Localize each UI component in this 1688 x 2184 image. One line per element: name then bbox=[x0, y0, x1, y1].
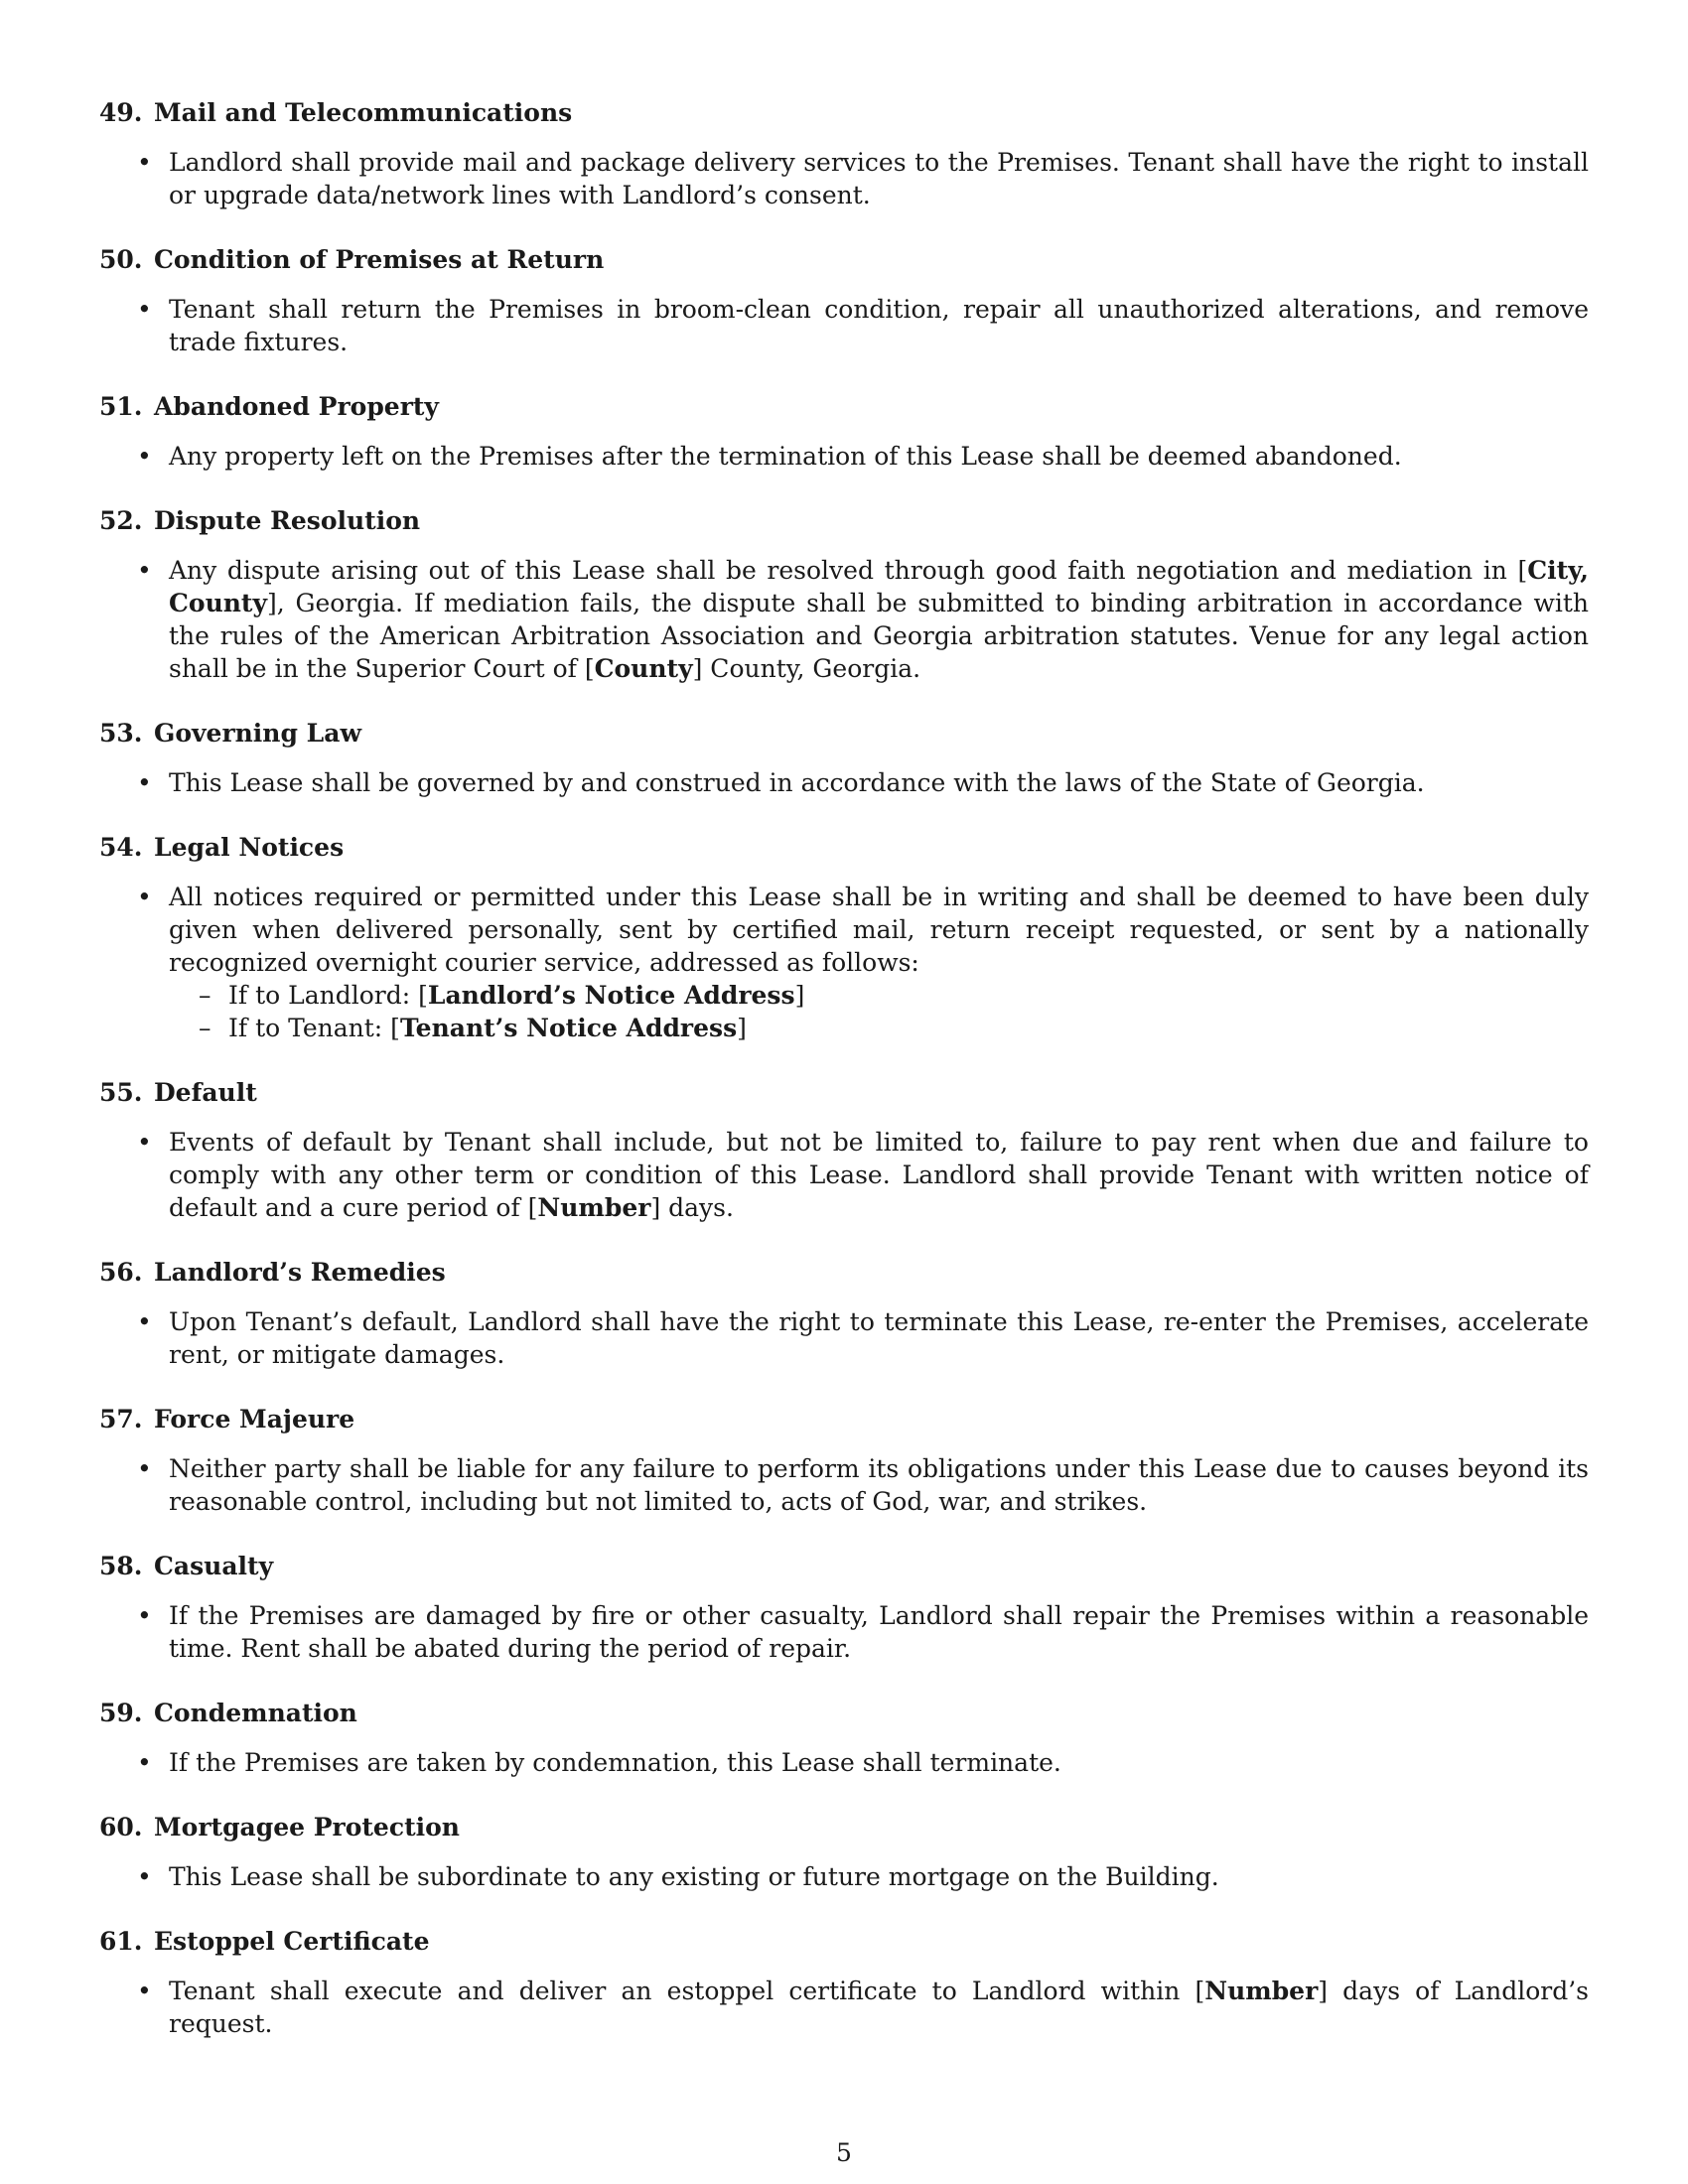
section-title: Landlord’s Remedies bbox=[154, 1258, 446, 1287]
page-number: 5 bbox=[836, 2138, 852, 2167]
bullet-text: This Lease shall be governed by and construed in accordance with the laws of the State of Georgia. bbox=[169, 768, 1425, 797]
section-body bbox=[99, 146, 1589, 211]
section-heading bbox=[99, 1698, 1589, 1729]
placeholder-county: County bbox=[594, 654, 693, 683]
section-number: 61. bbox=[99, 1927, 143, 1956]
bullet-text: ] days. bbox=[650, 1193, 734, 1222]
section-title: Condition of Premises at Return bbox=[154, 245, 605, 274]
section-number: 54. bbox=[99, 833, 143, 862]
bullet-item bbox=[99, 1975, 1589, 2040]
section-casualty bbox=[99, 1551, 1589, 1665]
section-body bbox=[99, 1305, 1589, 1371]
section-heading bbox=[99, 244, 1589, 276]
section-heading bbox=[99, 1257, 1589, 1289]
notice-label: If to Tenant: [ bbox=[228, 1014, 400, 1042]
section-title: Governing Law bbox=[154, 719, 361, 748]
section-title: Estoppel Certificate bbox=[154, 1927, 430, 1956]
section-number: 58. bbox=[99, 1552, 143, 1580]
section-title: Mortgagee Protection bbox=[154, 1813, 460, 1842]
section-body bbox=[99, 1975, 1589, 2040]
section-title: Casualty bbox=[154, 1552, 274, 1580]
close-bracket: ] bbox=[737, 1014, 747, 1042]
bullet-text: Landlord shall provide mail and package delivery services to the Premises. Tenant shall have the right to install or upgrade data/network lines with Landlord’s consent. bbox=[169, 148, 1589, 209]
section-governing-law bbox=[99, 718, 1589, 799]
bullet-item bbox=[99, 1305, 1589, 1371]
section-number: 59. bbox=[99, 1699, 143, 1727]
notice-tenant bbox=[169, 1012, 1589, 1044]
placeholder-tenant-address: Tenant’s Notice Address bbox=[399, 1014, 738, 1042]
section-title: Default bbox=[154, 1078, 257, 1107]
section-heading bbox=[99, 1812, 1589, 1843]
notice-label: If to Landlord: [ bbox=[228, 981, 428, 1010]
section-number: 56. bbox=[99, 1258, 143, 1287]
section-number: 60. bbox=[99, 1813, 143, 1842]
section-condition-premises bbox=[99, 244, 1589, 358]
section-number: 52. bbox=[99, 506, 143, 535]
section-title: Dispute Resolution bbox=[154, 506, 421, 535]
section-heading bbox=[99, 832, 1589, 864]
bullet-text: If the Premises are damaged by fire or other casualty, Landlord shall repair the Premises within a reasonable time. Rent shall be abated during the period of repair. bbox=[169, 1601, 1589, 1663]
placeholder-number: Number bbox=[537, 1193, 651, 1222]
section-number: 49. bbox=[99, 98, 143, 127]
bullet-text: Events of default by Tenant shall include, but not be limited to, failure to pay rent when due and failure to comply with any other term or condition of this Lease. Landlord shall provide Tenant with written notice of default and a cure period of [ bbox=[169, 1128, 1589, 1222]
bullet-text: ], Georgia. If mediation fails, the dispute shall be submitted to binding arbitration in accordance with the rules of the American Arbitration Association and Georgia arbitration statutes. Venue for any legal action shall be in the Superior Court of [ bbox=[169, 589, 1589, 683]
close-bracket: ] bbox=[794, 981, 805, 1010]
notice-address-list bbox=[169, 979, 1589, 1044]
bullet-item bbox=[99, 146, 1589, 211]
section-body bbox=[99, 881, 1589, 1044]
section-heading bbox=[99, 505, 1589, 537]
section-body bbox=[99, 440, 1589, 473]
section-title: Force Majeure bbox=[154, 1405, 355, 1433]
section-force-majeure bbox=[99, 1404, 1589, 1518]
bullet-item bbox=[99, 766, 1589, 799]
section-number: 55. bbox=[99, 1078, 143, 1107]
section-number: 51. bbox=[99, 392, 143, 421]
bullet-text: Any property left on the Premises after the termination of this Lease shall be deemed abandoned. bbox=[169, 442, 1402, 471]
section-number: 53. bbox=[99, 719, 143, 748]
bullet-item bbox=[99, 1599, 1589, 1665]
section-number: 50. bbox=[99, 245, 143, 274]
bullet-text: Upon Tenant’s default, Landlord shall have the right to terminate this Lease, re-enter the Premises, accelerate rent, or mitigate damages. bbox=[169, 1307, 1589, 1369]
section-estoppel-certificate bbox=[99, 1926, 1589, 2040]
bullet-text: This Lease shall be subordinate to any existing or future mortgage on the Building. bbox=[169, 1862, 1219, 1891]
section-dispute-resolution bbox=[99, 505, 1589, 685]
section-body bbox=[99, 766, 1589, 799]
section-heading bbox=[99, 97, 1589, 129]
bullet-text: Any dispute arising out of this Lease shall be resolved through good faith negotiation and mediation in [ bbox=[169, 556, 1528, 585]
section-heading bbox=[99, 1404, 1589, 1435]
bullet-item bbox=[99, 440, 1589, 473]
notice-landlord bbox=[169, 979, 1589, 1012]
section-legal-notices bbox=[99, 832, 1589, 1044]
bullet-item bbox=[99, 293, 1589, 358]
bullet-item bbox=[99, 1860, 1589, 1893]
section-mail-telecommunications bbox=[99, 97, 1589, 211]
bullet-text: ] days of Landlord’s request. bbox=[169, 1977, 1589, 2038]
bullet-text: If the Premises are taken by condemnation, this Lease shall terminate. bbox=[169, 1748, 1061, 1777]
section-title: Legal Notices bbox=[154, 833, 345, 862]
bullet-text: Tenant shall return the Premises in broom-clean condition, repair all unauthorized alterations, and remove trade fixtures. bbox=[169, 295, 1589, 356]
section-heading bbox=[99, 1077, 1589, 1109]
section-heading bbox=[99, 1551, 1589, 1582]
section-body bbox=[99, 1860, 1589, 1893]
bullet-text: Tenant shall execute and deliver an estoppel certificate to Landlord within [ bbox=[169, 1977, 1205, 2005]
section-mortgagee-protection bbox=[99, 1812, 1589, 1893]
section-body bbox=[99, 554, 1589, 685]
section-body bbox=[99, 293, 1589, 358]
placeholder-city-county: City, County bbox=[169, 556, 1589, 617]
placeholder-number: Number bbox=[1204, 1977, 1319, 2005]
section-number: 57. bbox=[99, 1405, 143, 1433]
section-heading bbox=[99, 718, 1589, 750]
section-title: Mail and Telecommunications bbox=[154, 98, 573, 127]
section-body bbox=[99, 1126, 1589, 1224]
section-body bbox=[99, 1746, 1589, 1779]
bullet-item bbox=[99, 1746, 1589, 1779]
placeholder-landlord-address: Landlord’s Notice Address bbox=[427, 981, 795, 1010]
bullet-item bbox=[99, 881, 1589, 1044]
section-title: Condemnation bbox=[154, 1699, 357, 1727]
section-landlord-remedies bbox=[99, 1257, 1589, 1371]
section-abandoned-property bbox=[99, 391, 1589, 473]
bullet-text: Neither party shall be liable for any failure to perform its obligations under this Lease due to causes beyond its reasonable control, including but not limited to, acts of God, war, and strikes. bbox=[169, 1454, 1589, 1516]
section-body bbox=[99, 1452, 1589, 1518]
bullet-text: ] County, Georgia. bbox=[692, 654, 921, 683]
section-condemnation bbox=[99, 1698, 1589, 1779]
bullet-item bbox=[99, 1452, 1589, 1518]
section-default bbox=[99, 1077, 1589, 1224]
document-page bbox=[99, 97, 1589, 2073]
bullet-item bbox=[99, 554, 1589, 685]
section-body bbox=[99, 1599, 1589, 1665]
bullet-text: All notices required or permitted under this Lease shall be in writing and shall be deemed to have been duly given when delivered personally, sent by certified mail, return receipt requested, or sent by a nationally recognized overnight courier service, addressed as follows: bbox=[169, 883, 1589, 977]
section-title: Abandoned Property bbox=[154, 392, 439, 421]
section-heading bbox=[99, 391, 1589, 423]
bullet-item bbox=[99, 1126, 1589, 1224]
section-heading bbox=[99, 1926, 1589, 1958]
